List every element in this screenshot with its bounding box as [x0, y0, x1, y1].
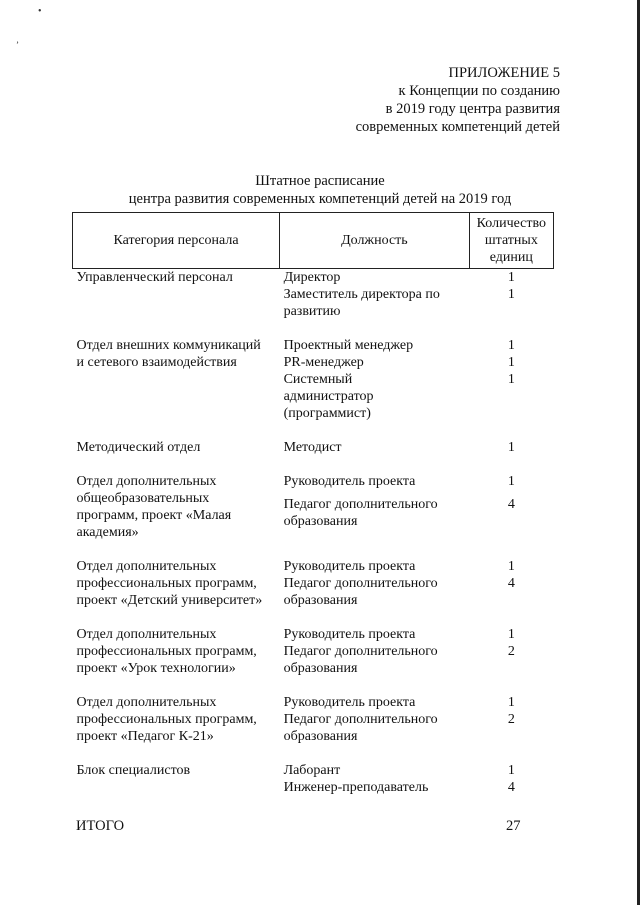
position-cell: Системный администратор (программист): [283, 372, 374, 421]
scan-speck: ʼ: [16, 40, 19, 50]
count-cell: 1: [507, 627, 515, 642]
table-row: [73, 337, 554, 354]
count-cell: 1: [507, 695, 515, 710]
table-row: [73, 626, 554, 643]
group-spacer: [73, 320, 554, 337]
position-cell: Педагог дополнительного образования: [283, 496, 438, 529]
count-cell: 2: [507, 712, 515, 727]
position-cell: Методист: [283, 440, 342, 455]
document-title: [40, 172, 600, 208]
category-cell: Управленческий персонал: [76, 270, 233, 285]
category-cell: Отдел дополнительных профессиональных программ, проект «Детский университет»: [76, 559, 263, 608]
group-spacer: [73, 609, 554, 626]
position-cell: Педагог дополнительного образования: [283, 576, 438, 608]
count-cell: 4: [507, 496, 515, 512]
count-cell: 1: [507, 372, 515, 387]
position-cell: Педагог дополнительного образования: [283, 644, 438, 676]
count-cell: 1: [507, 763, 515, 778]
appendix-title: ПРИЛОЖЕНИЕ 5: [448, 65, 560, 81]
category-cell: Отдел внешних коммуникаций и сетевого взаимодействия: [76, 338, 261, 370]
count-cell: 1: [507, 474, 515, 489]
count-cell: 1: [507, 338, 515, 353]
table-header-row: [73, 213, 554, 269]
appendix-line: к Концепции по созданию: [398, 83, 560, 99]
position-cell: Руководитель проекта: [283, 474, 416, 489]
header-position: Должность: [280, 213, 470, 269]
group-spacer: [73, 456, 554, 473]
position-cell: Инженер-преподаватель: [283, 780, 429, 795]
position-cell: Лаборант: [283, 763, 341, 778]
group-spacer: [73, 422, 554, 439]
count-cell: 4: [507, 780, 515, 795]
appendix-line: в 2019 году центра развития: [385, 101, 560, 117]
count-cell: 1: [507, 270, 515, 285]
staff-table: [72, 212, 554, 796]
category-cell: Отдел дополнительных профессиональных программ, проект «Урок технологии»: [76, 627, 257, 676]
title-line-1: Штатное расписание: [255, 173, 385, 189]
group-spacer: [73, 541, 554, 558]
position-cell: Руководитель проекта: [283, 627, 416, 642]
position-cell: Директор: [283, 270, 341, 285]
position-cell: Руководитель проекта: [283, 695, 416, 710]
table-row: [73, 694, 554, 711]
total-value: 27: [506, 818, 521, 834]
count-cell: 1: [507, 559, 515, 574]
position-cell: Проектный менеджер: [283, 338, 414, 353]
count-cell: 4: [507, 576, 515, 591]
count-cell: 1: [507, 440, 515, 455]
position-cell: PR-менеджер: [283, 355, 364, 370]
scan-speck: •: [38, 6, 42, 17]
table-row: [73, 439, 554, 456]
count-cell: 1: [507, 355, 515, 370]
position-cell: Заместитель директора по развитию: [283, 287, 440, 319]
category-cell: Отдел дополнительных профессиональных программ, проект «Педагог К-21»: [76, 695, 257, 744]
category-cell: Отдел дополнительных общеобразовательных программ, проект «Малая академия»: [76, 474, 232, 540]
table-body: [73, 269, 554, 797]
table-row: [73, 473, 554, 496]
position-cell: Педагог дополнительного образования: [283, 712, 438, 744]
table-row: [73, 558, 554, 575]
group-spacer: [73, 745, 554, 762]
appendix-line: современных компетенций детей: [355, 119, 560, 135]
category-cell: Методический отдел: [76, 440, 201, 455]
category-cell: Блок специалистов: [76, 763, 191, 778]
count-cell: 1: [507, 287, 515, 302]
position-cell: Руководитель проекта: [283, 559, 416, 574]
total-label: ИТОГО: [76, 818, 125, 834]
title-line-2: центра развития современных компетенций детей на 2019 год: [128, 191, 512, 207]
table-row: [73, 269, 554, 287]
table-row: [73, 762, 554, 779]
appendix-header: [356, 64, 560, 136]
count-cell: 2: [507, 644, 515, 659]
header-category: Категория персонала: [73, 213, 280, 269]
group-spacer: [73, 677, 554, 694]
header-count: Количество штатных единиц: [469, 213, 553, 269]
